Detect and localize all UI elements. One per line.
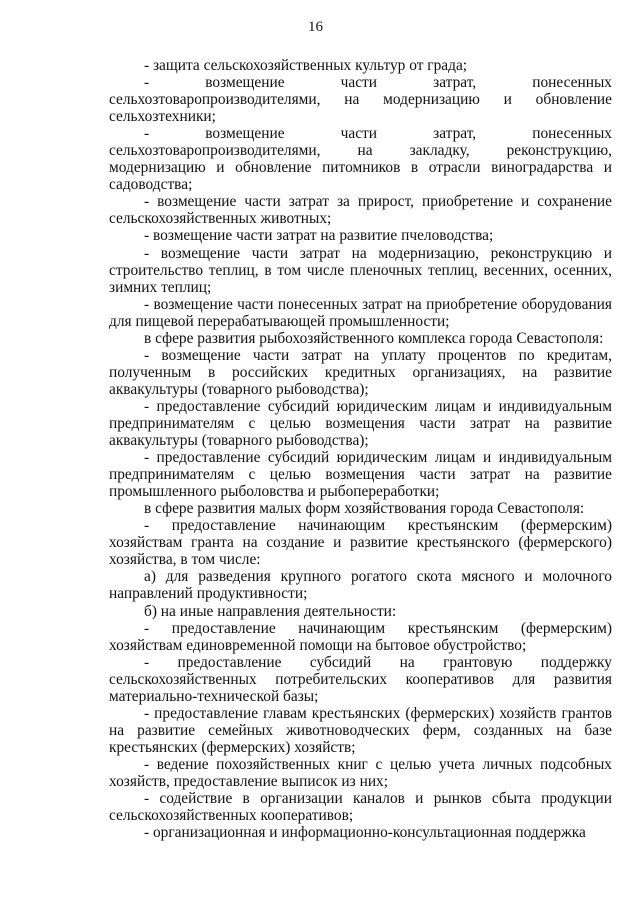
paragraph: - возмещение части затрат, понесенных сельхозтоваропроизводителями, на модернизацию и обновление сельхозтехники; xyxy=(109,74,612,126)
paragraph: - возмещение части затрат на модернизацию, реконструкцию и строительство теплиц, в том числе пленочных теплиц, весенних, осенних, зимних теплиц; xyxy=(109,244,612,296)
paragraph: - организационная и информационно-консультационная поддержка xyxy=(144,824,586,842)
section-heading: в сфере развития малых форм хозяйствования города Севастополя: xyxy=(144,500,585,518)
paragraph: - предоставление главам крестьянских (фермерских) хозяйств грантов на развитие семейных животноводческих ферм, созданных на базе крестьянских (фермерских) хозяйств; xyxy=(109,704,612,756)
document-body xyxy=(109,57,612,841)
paragraph: - предоставление субсидий на грантовую поддержку сельскохозяйственных потребительских кооперативов для развития материально-технической базы; xyxy=(109,653,612,705)
page-number: 16 xyxy=(308,19,323,35)
paragraph: - возмещение части затрат на развитие пчеловодства; xyxy=(144,227,494,245)
paragraph: - защита сельскохозяйственных культур от града; xyxy=(144,57,468,74)
paragraph: - предоставление начинающим крестьянским (фермерским) хозяйствам гранта на создание и развитие крестьянского (фермерского) хозяйства, в том числе: xyxy=(109,517,612,569)
paragraph: - предоставление субсидий юридическим лицам и индивидуальным предпринимателям с целью возмещения части затрат на развитие аквакультуры (товарного рыбоводства); xyxy=(109,397,612,450)
section-heading: в сфере развития рыбохозяйственного комплекса города Севастополя: xyxy=(144,329,604,347)
paragraph: - ведение похозяйственных книг с целью учета личных подсобных хозяйств, предоставление выписок из них; xyxy=(109,755,612,790)
paragraph: б) на иные направления деятельности: xyxy=(144,602,397,620)
paragraph: а) для разведения крупного рогатого скота мясного и молочного направлений продуктивности; xyxy=(109,568,612,603)
paragraph: - возмещение части затрат на уплату процентов по кредитам, полученным в российских кредитных организациях, на развитие аквакультуры (товарного рыбоводства); xyxy=(109,346,612,398)
paragraph: - возмещение части затрат за прирост, приобретение и сохранение сельскохозяйственных животных; xyxy=(109,193,612,228)
paragraph: - содействие в организации каналов и рынков сбыта продукции сельскохозяйственных кооперативов; xyxy=(109,790,612,825)
paragraph: - предоставление субсидий юридическим лицам и индивидуальным предпринимателям с целью возмещения части затрат на развитие промышленного рыболовства и рыбопереработки; xyxy=(109,449,612,501)
paragraph: - предоставление начинающим крестьянским (фермерским) хозяйствам единовременной помощи на бытовое обустройство; xyxy=(109,619,612,654)
paragraph: - возмещение части понесенных затрат на приобретение оборудования для пищевой перерабатывающей промышленности; xyxy=(109,295,612,330)
paragraph: - возмещение части затрат, понесенных сельхозтоваропроизводителями, на закладку, реконструкцию, модернизацию и обновление питомников в отрасли виноградарства и садоводства; xyxy=(109,125,612,194)
